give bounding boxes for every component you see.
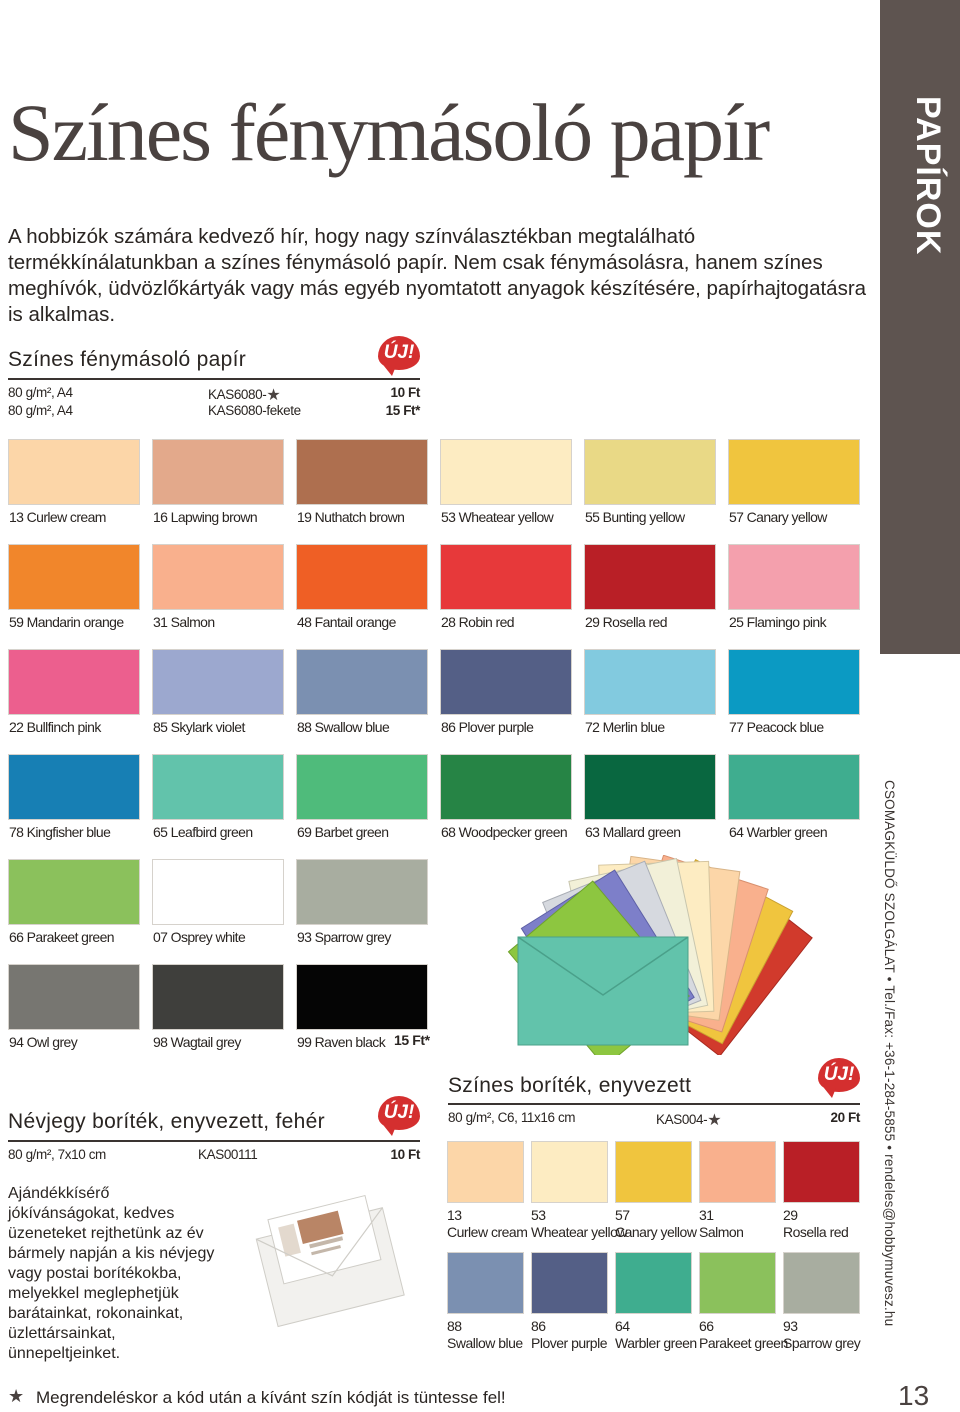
paper-color-swatch <box>728 754 860 820</box>
footer-note: Megrendeléskor a kód után a kívánt szín kódját is tüntesse fel! <box>36 1388 506 1407</box>
page-title: Színes fénymásoló papír <box>8 87 769 178</box>
paper-color-swatch <box>152 544 284 610</box>
paper-color-swatch <box>440 439 572 505</box>
paper-color-label: 53 Wheatear yellow <box>441 509 554 525</box>
paper-color-swatch <box>296 754 428 820</box>
envelope-code: KAS004-★ <box>656 1112 722 1129</box>
paper-color-label: 31 Salmon <box>153 614 215 630</box>
paper-color-label: 29 Rosella red <box>585 614 667 630</box>
black-price: 15 Ft* <box>394 1032 430 1048</box>
envelope-color-swatch <box>699 1252 776 1314</box>
envelope-color-number: 66 <box>699 1318 714 1334</box>
paper-color-label: 57 Canary yellow <box>729 509 827 525</box>
paper-color-swatch <box>584 754 716 820</box>
envelope-color-name: Warbler green <box>615 1335 697 1351</box>
paper-color-label: 48 Fantail orange <box>297 614 396 630</box>
side-tab-label: PAPÍROK <box>909 96 947 256</box>
envelope-color-swatch <box>615 1141 692 1203</box>
paper-color-swatch <box>8 544 140 610</box>
envelope-color-name: Wheatear yellow <box>531 1224 627 1240</box>
paper-heading: Színes fénymásoló papír <box>8 348 247 371</box>
paper-color-swatch <box>728 544 860 610</box>
paper-color-label: 99 Raven black <box>297 1034 386 1050</box>
envelope-color-name: Parakeet green <box>699 1335 788 1351</box>
paper-rule <box>8 378 420 380</box>
paper-color-swatch <box>8 439 140 505</box>
paper-color-swatch <box>152 859 284 925</box>
envelope-heading: Színes boríték, enyvezett <box>448 1074 692 1097</box>
envelope-color-swatch <box>447 1141 524 1203</box>
paper-color-label: 63 Mallard green <box>585 824 681 840</box>
paper-color-swatch <box>584 439 716 505</box>
paper-price-1: 10 Ft <box>390 385 420 400</box>
paper-color-label: 69 Barbet green <box>297 824 389 840</box>
paper-color-label: 16 Lapwing brown <box>153 509 258 525</box>
new-badge: ÚJ! <box>818 1058 860 1092</box>
paper-color-label: 77 Peacock blue <box>729 719 824 735</box>
envelope-color-name: Swallow blue <box>447 1335 523 1351</box>
envelope-spec: 80 g/m², C6, 11x16 cm <box>448 1110 576 1125</box>
paper-color-label: 88 Swallow blue <box>297 719 390 735</box>
paper-color-swatch <box>152 439 284 505</box>
envelope-rule <box>448 1103 860 1105</box>
paper-color-swatch <box>152 649 284 715</box>
paper-color-swatch <box>440 649 572 715</box>
namecard-heading: Névjegy boríték, enyvezett, fehér <box>8 1110 325 1133</box>
paper-color-swatch <box>152 964 284 1030</box>
envelope-color-swatch <box>783 1141 860 1203</box>
envelope-color-number: 88 <box>447 1318 462 1334</box>
paper-color-label: 19 Nuthatch brown <box>297 509 405 525</box>
envelope-color-name: Rosella red <box>783 1224 849 1240</box>
paper-color-label: 28 Robin red <box>441 614 514 630</box>
envelope-color-name: Salmon <box>699 1224 744 1240</box>
namecard-price: 10 Ft <box>390 1147 420 1162</box>
paper-color-label: 86 Plover purple <box>441 719 534 735</box>
paper-color-swatch <box>728 649 860 715</box>
envelope-color-number: 93 <box>783 1318 798 1334</box>
envelope-color-swatch <box>615 1252 692 1314</box>
paper-color-label: 07 Osprey white <box>153 929 246 945</box>
paper-color-label: 66 Parakeet green <box>9 929 114 945</box>
paper-color-label: 55 Bunting yellow <box>585 509 685 525</box>
envelope-color-number: 64 <box>615 1318 630 1334</box>
namecard-envelope-image <box>250 1192 410 1332</box>
paper-color-swatch <box>584 649 716 715</box>
paper-color-swatch <box>8 859 140 925</box>
paper-color-label: 68 Woodpecker green <box>441 824 568 840</box>
namecard-spec: 80 g/m², 7x10 cm <box>8 1147 106 1162</box>
envelope-color-swatch <box>699 1141 776 1203</box>
envelope-color-name: Sparrow grey <box>783 1335 861 1351</box>
envelope-color-name: Curlew cream <box>447 1224 528 1240</box>
paper-color-swatch <box>296 859 428 925</box>
paper-color-label: 13 Curlew cream <box>9 509 106 525</box>
paper-color-swatch <box>584 544 716 610</box>
paper-color-swatch <box>296 439 428 505</box>
paper-spec-1: 80 g/m², A4 <box>8 385 73 400</box>
paper-color-swatch <box>296 964 428 1030</box>
paper-spec-2: 80 g/m², A4 <box>8 403 73 418</box>
envelope-price: 20 Ft <box>830 1110 860 1125</box>
paper-color-label: 22 Bullfinch pink <box>9 719 101 735</box>
star-icon: ★ <box>266 387 281 404</box>
envelope-color-number: 86 <box>531 1318 546 1334</box>
envelope-color-swatch <box>531 1252 608 1314</box>
paper-color-swatch <box>8 649 140 715</box>
namecard-description: Ajándékkísérő jókívánságokat, kedves üzeneteket rejthetünk az év bármely napján a kis névjegy vagy postai borítékokba, melyekkel meglephetjük barátainkat, rokonainkat, üzlettársainkat, ünnepeltjeinket. <box>8 1185 215 1362</box>
paper-color-label: 72 Merlin blue <box>585 719 665 735</box>
paper-color-swatch <box>440 544 572 610</box>
paper-color-label: 25 Flamingo pink <box>729 614 827 630</box>
paper-color-swatch <box>8 964 140 1030</box>
paper-color-label: 98 Wagtail grey <box>153 1034 241 1050</box>
paper-color-label: 93 Sparrow grey <box>297 929 391 945</box>
contact-info: CSOMAGKÜLDŐ SZOLGÁLAT • Tel./Fax: +36-1-284-5855 • rendeles@hobbymuvesz.hu <box>882 780 897 1327</box>
new-badge: ÚJ! <box>378 336 420 370</box>
star-icon: ★ <box>8 1386 25 1406</box>
paper-color-swatch <box>296 544 428 610</box>
intro-paragraph: A hobbizók számára kedvező hír, hogy nagy színválasztékban megtalálható termékkínálatunkban a színes fénymásoló papír. Nem csak fénymásolásra, hanem színes meghívók, üdvözlőkártyák vagy más egyéb nyomtatott anyagok készítésére, papírhajtogatásra is alkalmas. <box>8 225 867 326</box>
page-number: 13 <box>898 1380 930 1411</box>
paper-color-swatch <box>152 754 284 820</box>
paper-color-swatch <box>296 649 428 715</box>
paper-color-label: 64 Warbler green <box>729 824 828 840</box>
envelope-color-swatch <box>531 1141 608 1203</box>
new-badge: ÚJ! <box>378 1096 420 1130</box>
paper-color-swatch <box>440 754 572 820</box>
namecard-code: KAS00111 <box>198 1147 258 1162</box>
paper-color-label: 85 Skylark violet <box>153 719 245 735</box>
paper-color-swatch <box>8 754 140 820</box>
envelope-color-name: Canary yellow <box>615 1224 697 1240</box>
envelope-fan-image <box>500 855 830 1055</box>
paper-code-2: KAS6080-fekete <box>208 403 301 418</box>
paper-price-2: 15 Ft* <box>385 403 420 418</box>
envelope-color-swatch <box>783 1252 860 1314</box>
star-icon: ★ <box>707 1112 722 1129</box>
envelope-color-number: 29 <box>783 1207 798 1223</box>
envelope-color-number: 53 <box>531 1207 546 1223</box>
paper-color-swatch <box>728 439 860 505</box>
paper-code-1: KAS6080-★ <box>208 387 281 404</box>
paper-color-label: 94 Owl grey <box>9 1034 78 1050</box>
envelope-color-number: 31 <box>699 1207 714 1223</box>
namecard-rule <box>8 1140 420 1142</box>
envelope-color-number: 57 <box>615 1207 630 1223</box>
paper-color-label: 65 Leafbird green <box>153 824 253 840</box>
envelope-color-number: 13 <box>447 1207 462 1223</box>
envelope-color-swatch <box>447 1252 524 1314</box>
paper-color-label: 59 Mandarin orange <box>9 614 124 630</box>
paper-color-label: 78 Kingfisher blue <box>9 824 111 840</box>
envelope-color-name: Plover purple <box>531 1335 607 1351</box>
